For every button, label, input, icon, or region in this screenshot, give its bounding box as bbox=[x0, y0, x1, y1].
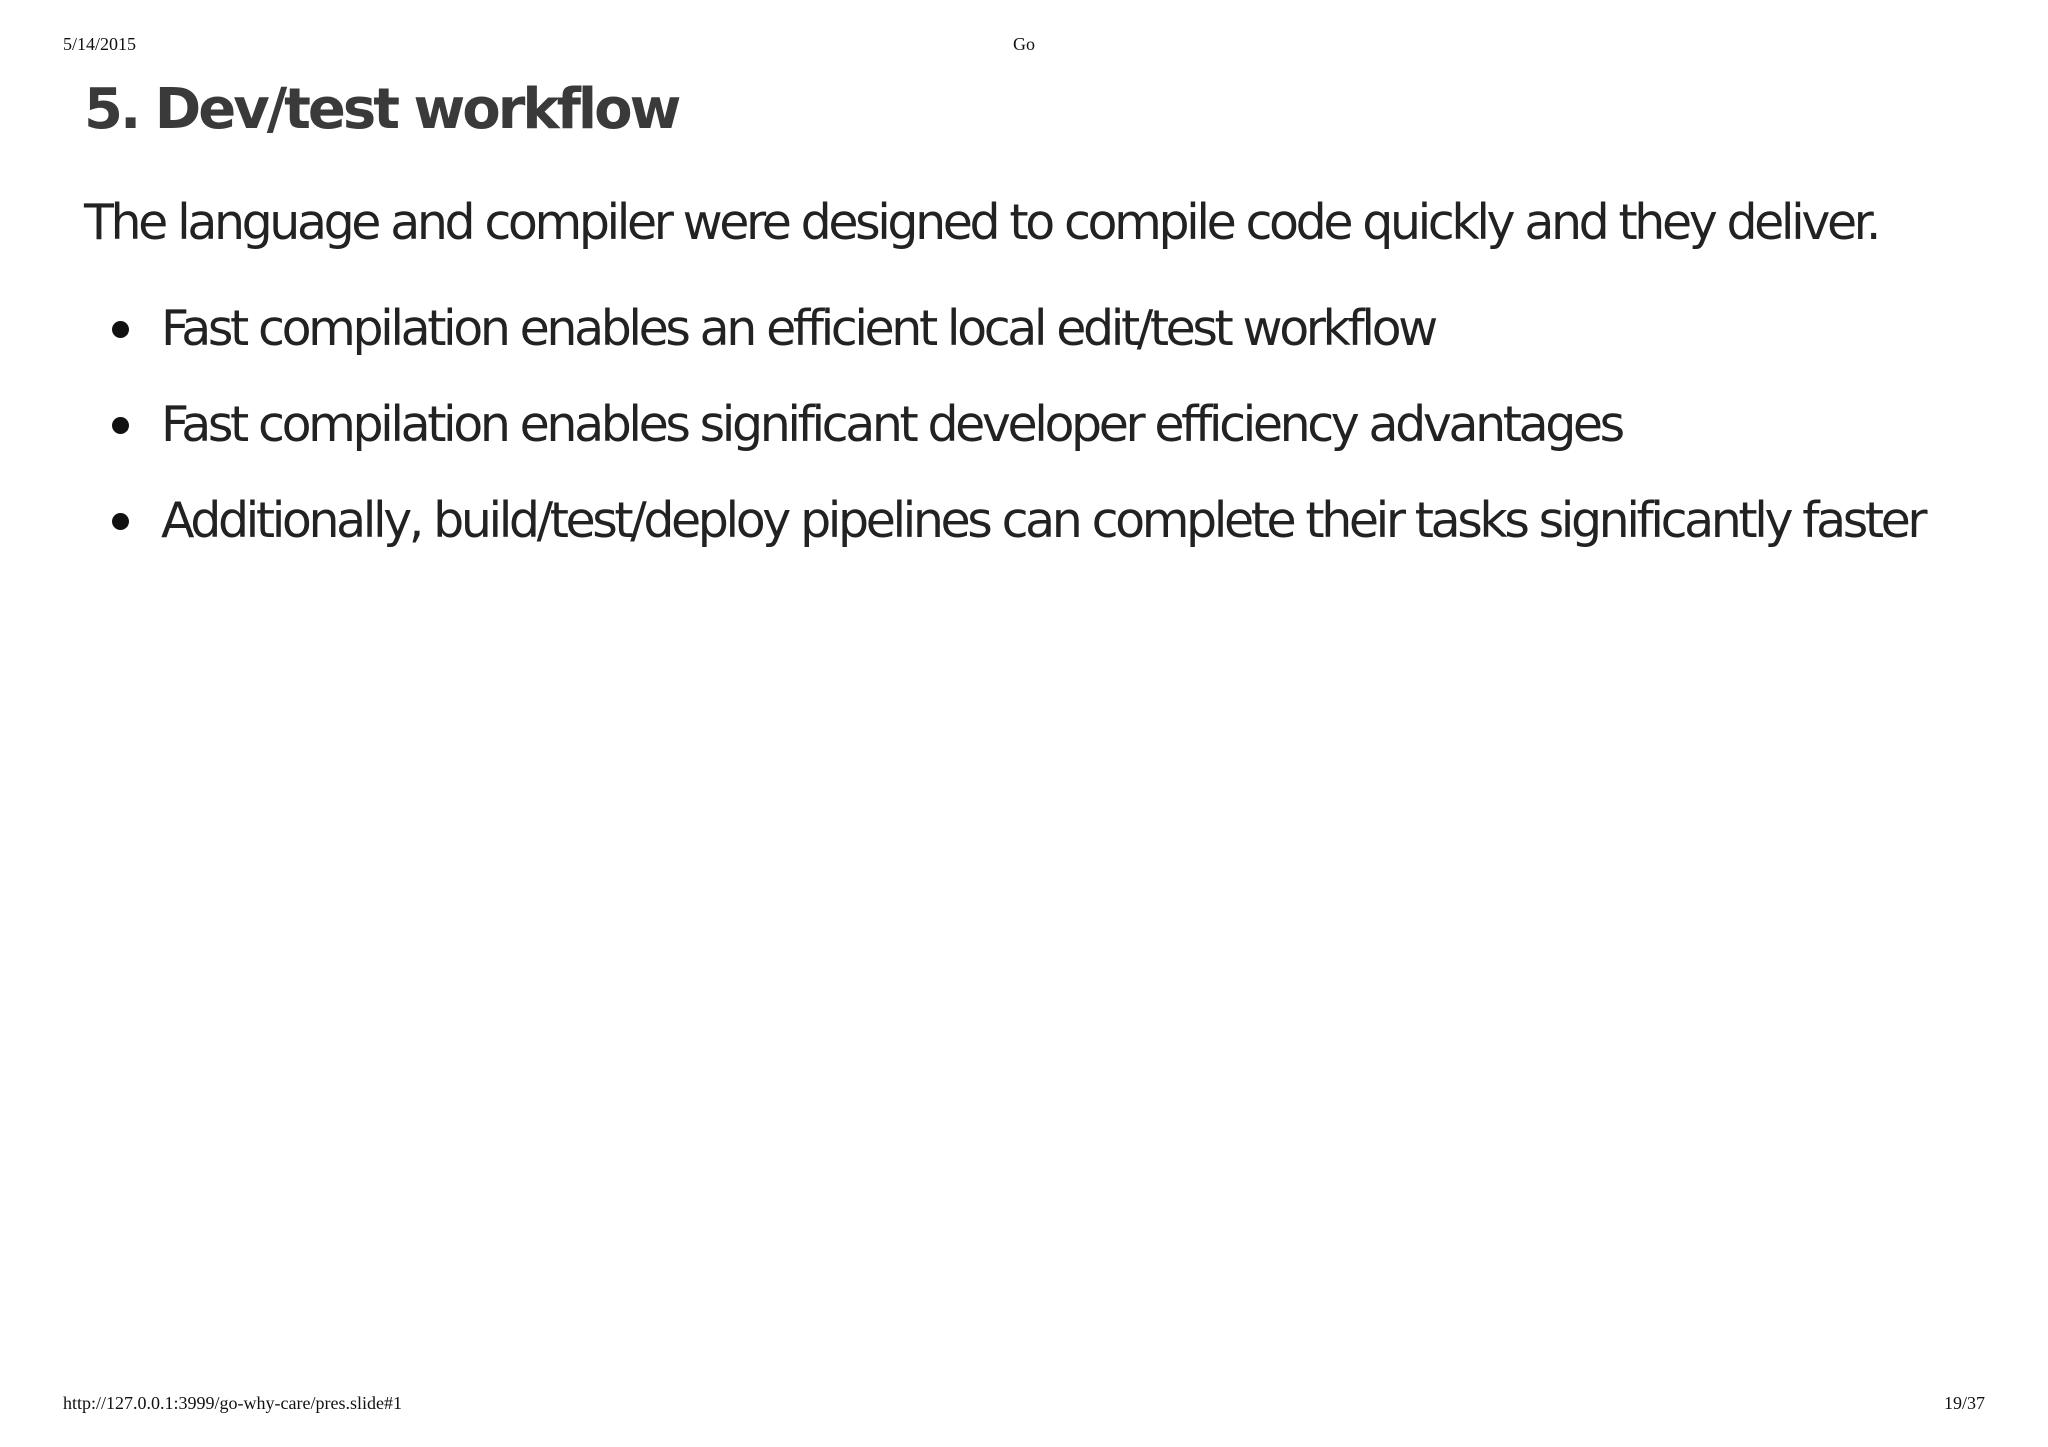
print-url: http://127.0.0.1:3999/go-why-care/pres.slide#1 bbox=[63, 1393, 402, 1413]
bullet-item bbox=[84, 294, 1984, 364]
print-page-number: 19/37 bbox=[1943, 1393, 1985, 1413]
bullet-item bbox=[84, 390, 1984, 460]
print-date: 5/14/2015 bbox=[63, 34, 137, 54]
bullet-text: Additionally, build/test/deploy pipelines can complete their tasks significantly faster bbox=[161, 492, 1925, 549]
bullet-dot-icon bbox=[112, 417, 129, 434]
bullet-dot-icon bbox=[112, 321, 129, 338]
print-header bbox=[0, 34, 2048, 64]
slide-intro: The language and compiler were designed to compile code quickly and they deliver. bbox=[84, 194, 1879, 251]
bullet-dot-icon bbox=[112, 513, 129, 530]
bullet-text: Fast compilation enables an efficient local edit/test workflow bbox=[161, 300, 1435, 357]
bullet-text: Fast compilation enables significant developer efficiency advantages bbox=[161, 396, 1622, 453]
print-page-title: Go bbox=[1013, 34, 1035, 54]
slide-title: 5. Dev/test workflow bbox=[84, 77, 679, 142]
bullet-item bbox=[84, 486, 1984, 556]
print-footer bbox=[0, 1393, 2048, 1423]
bullet-list bbox=[84, 294, 1984, 556]
slide bbox=[84, 72, 1984, 582]
